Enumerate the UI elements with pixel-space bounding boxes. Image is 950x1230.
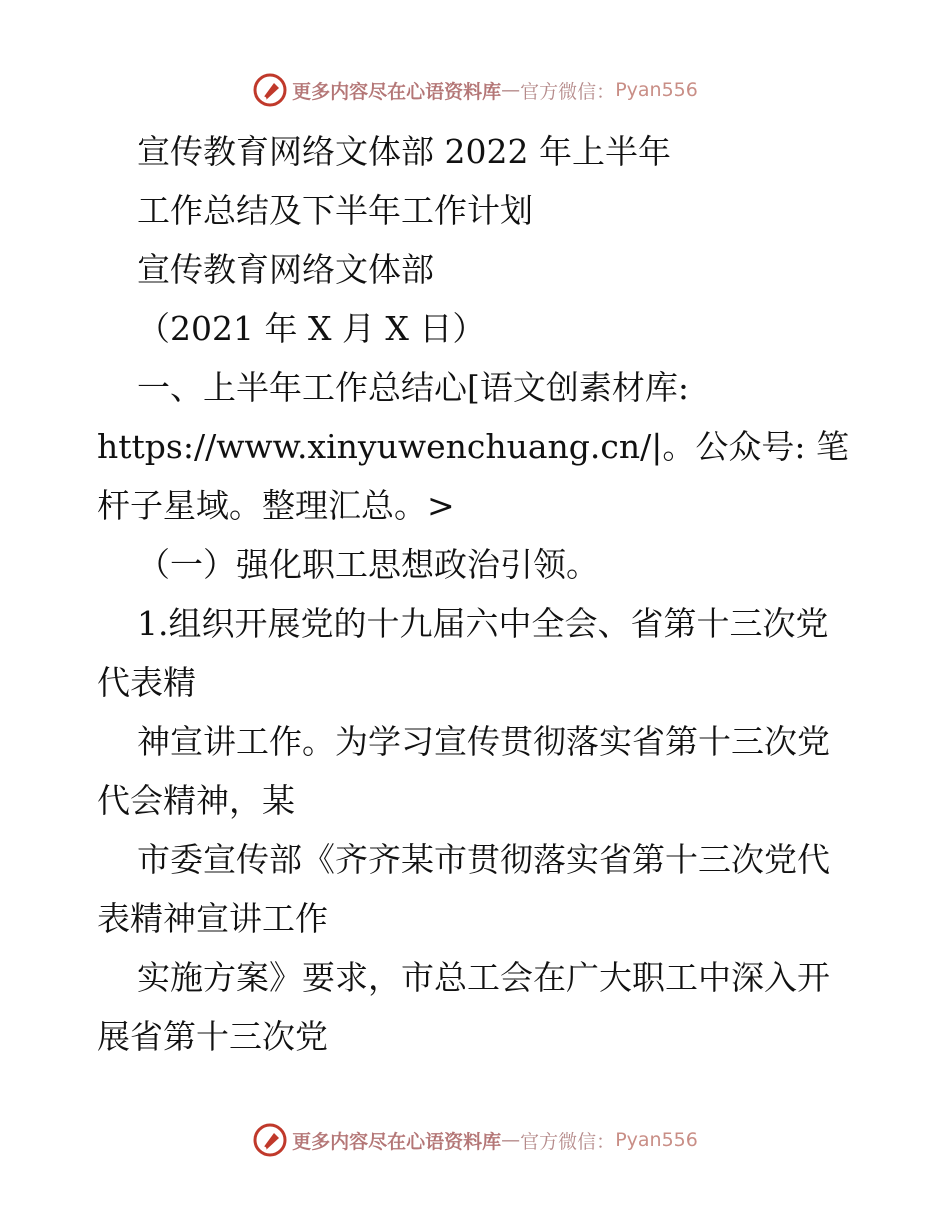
banner-lead-text: 更多内容尽在心语资料库 (292, 1130, 502, 1153)
footer-banner (0, 1122, 950, 1158)
doc-paragraph-line: 市委宣传部《齐齐某市贯彻落实省第十三次党代 (137, 840, 830, 879)
pen-nib-logo-icon (252, 72, 288, 108)
doc-title-line-2: 工作总结及下半年工作计划 (137, 191, 533, 230)
doc-subsection-heading: （一）强化职工思想政治引领。 (137, 545, 599, 584)
header-banner (0, 72, 950, 108)
doc-paragraph-line: 展省第十三次党 (97, 1017, 328, 1056)
doc-paragraph-line: 表精神宣讲工作 (97, 899, 328, 938)
doc-paragraph-line: 代会精神，某 (97, 781, 295, 820)
doc-title-line-1: 宣传教育网络文体部 2022 年上半年 (137, 132, 671, 171)
banner-contact-label: 官方微信： (520, 80, 616, 103)
doc-paragraph-line: 实施方案》要求，市总工会在广大职工中深入开 (137, 958, 830, 997)
doc-paragraph-line: 代表精 (97, 663, 196, 702)
banner-contact-label: 官方微信： (520, 1130, 616, 1153)
doc-paragraph-line: 1.组织开展党的十九届六中全会、省第十三次党 (137, 604, 829, 643)
doc-paragraph-line: https://www.xinyuwenchuang.cn/|。公众号: 笔 (97, 427, 849, 466)
doc-paragraph-line: 杆子星域。整理汇总。> (97, 486, 455, 525)
doc-section-heading: 一、上半年工作总结心[语文创素材库: (137, 368, 689, 407)
banner-wechat-handle: Pyan556 (615, 1129, 698, 1151)
doc-date: （2021 年 X 月 X 日） (137, 309, 486, 348)
doc-department: 宣传教育网络文体部 (137, 250, 434, 289)
document-body (97, 122, 857, 1066)
banner-dash: — (501, 1129, 521, 1151)
banner-wechat-handle: Pyan556 (615, 79, 698, 101)
banner-dash: — (501, 79, 521, 101)
doc-paragraph-line: 神宣讲工作。为学习宣传贯彻落实省第十三次党 (137, 722, 830, 761)
banner-lead-text: 更多内容尽在心语资料库 (292, 80, 502, 103)
pen-nib-logo-icon (252, 1122, 288, 1158)
